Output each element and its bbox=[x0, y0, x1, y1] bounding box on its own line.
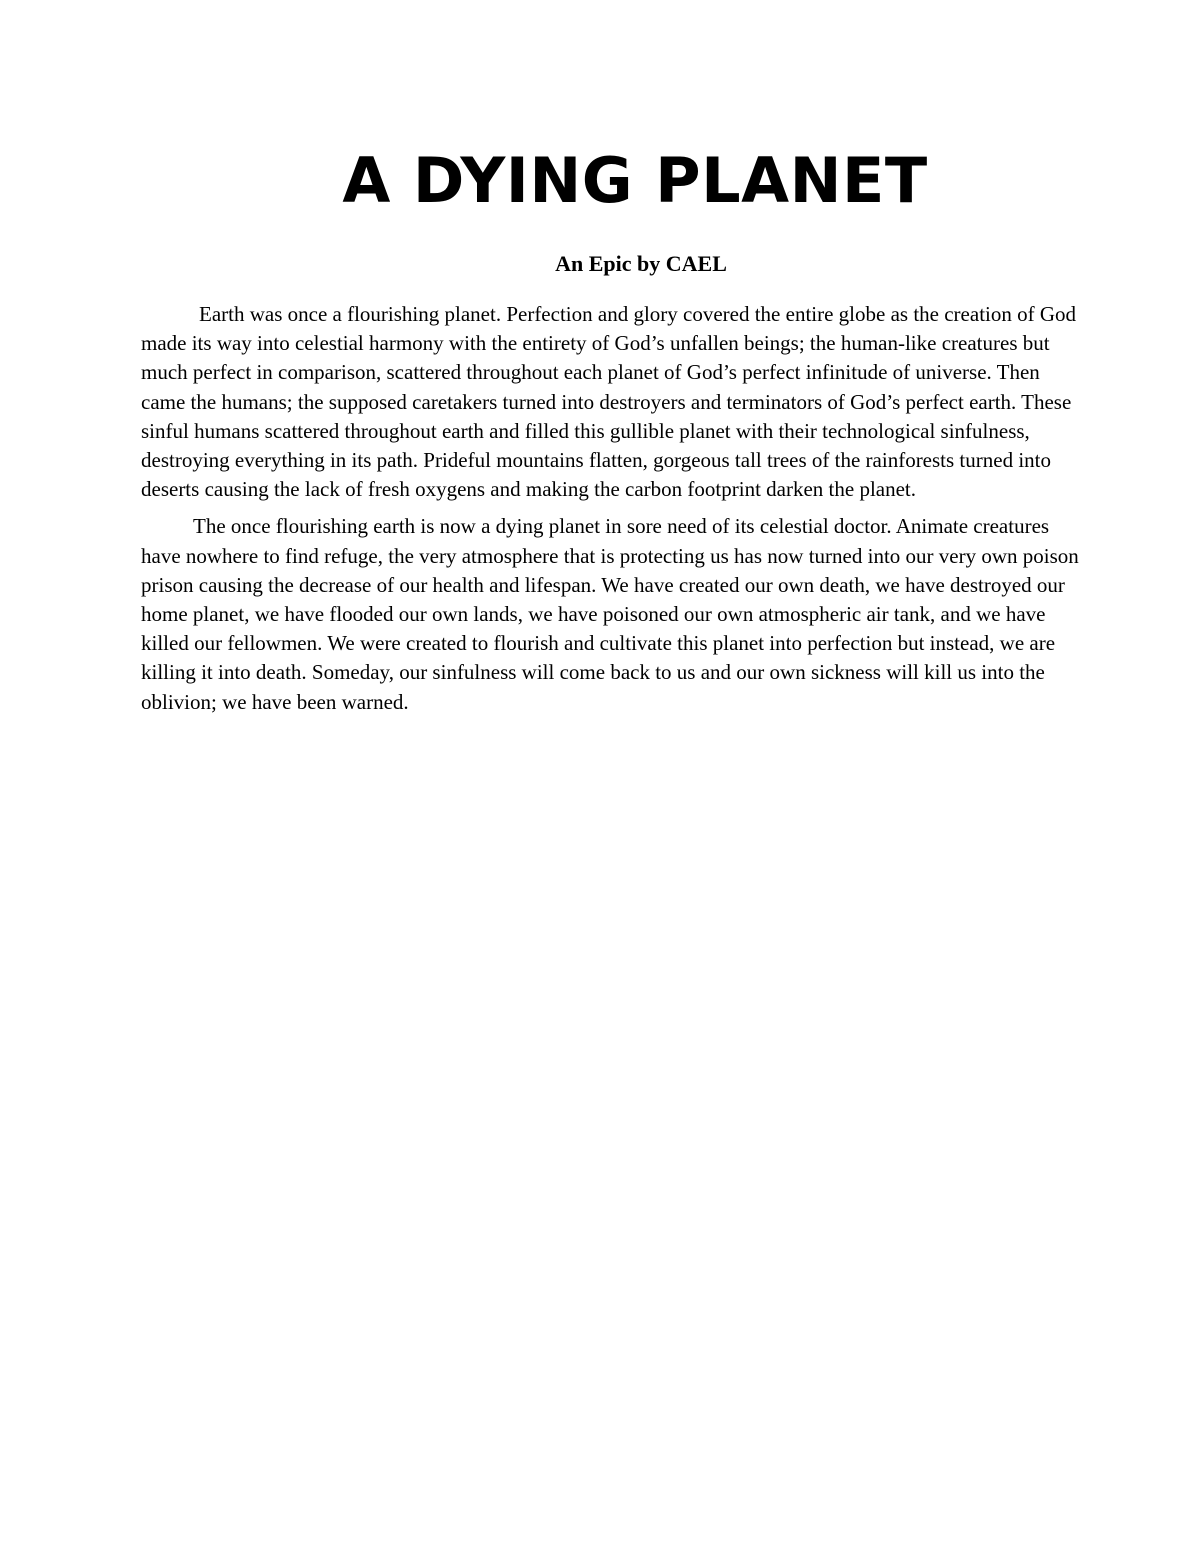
document-title: A DYING PLANET bbox=[342, 144, 928, 217]
document-body bbox=[141, 300, 1081, 725]
document-subtitle: An Epic by CAEL bbox=[555, 251, 727, 276]
body-paragraph: Earth was once a flourishing planet. Perfection and glory covered the entire globe as the creation of God made its way into celestial harmony with the entirety of God’s unfallen beings; the human-like creatures but much perfect in comparison, scattered throughout each planet of God’s perfect infinitude of universe. Then came the humans; the supposed caretakers turned into destroyers and terminators of God’s perfect earth. These sinful humans scattered throughout earth and filled this gullible planet with their technological sinfulness, destroying everything in its path. Prideful mountains flatten, gorgeous tall trees of the rainforests turned into deserts causing the lack of fresh oxygens and making the carbon footprint darken the planet. bbox=[141, 302, 1077, 502]
body-paragraph: The once flourishing earth is now a dying planet in sore need of its celestial doctor. Animate creatures have nowhere to find refuge, the very atmosphere that is protecting us has now turned into our very own poison prison causing the decrease of our health and lifespan. We have created our own death, we have destroyed our home planet, we have flooded our own lands, we have poisoned our own atmospheric air tank, and we have killed our fellowmen. We were created to flourish and cultivate this planet into perfection but instead, we are killing it into death. Someday, our sinfulness will come back to us and our own sickness will kill us into the oblivion; we have been warned. bbox=[141, 514, 1079, 714]
